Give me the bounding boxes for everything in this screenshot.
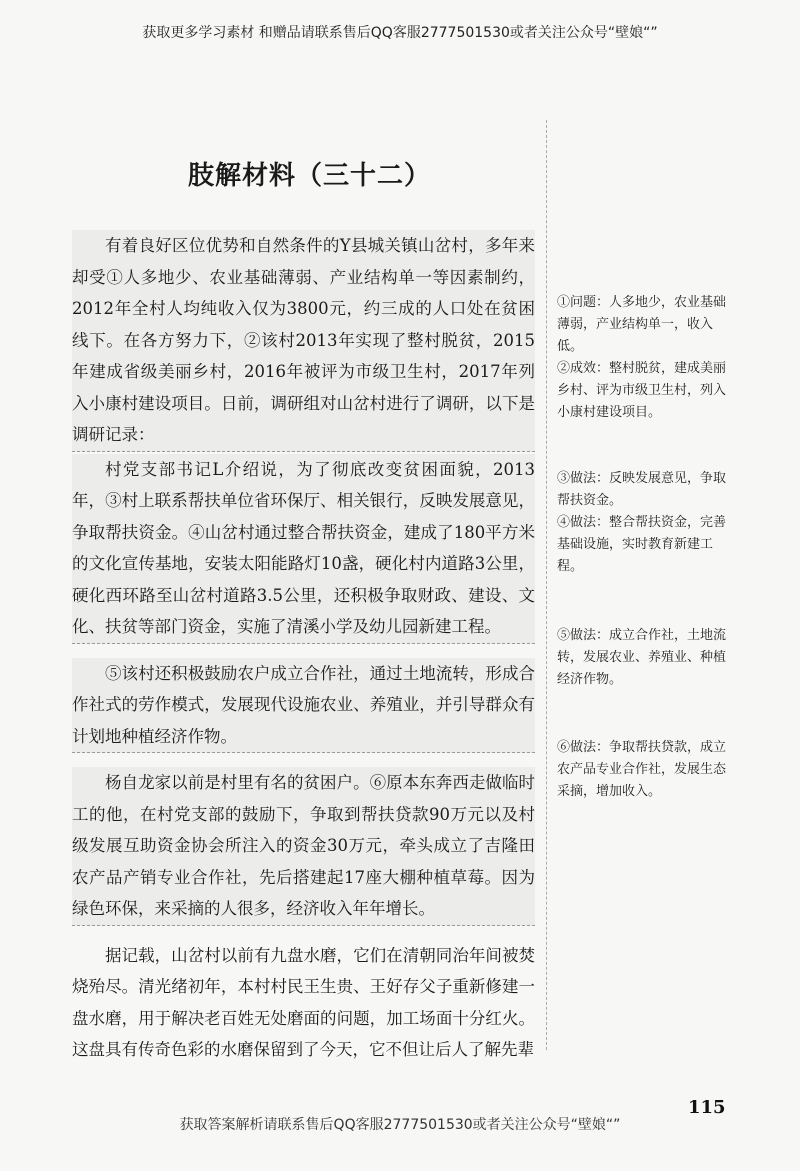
paragraph-4: 杨自龙家以前是村里有名的贫困户。⑥原本东奔西走做临时工的他，在村党支部的鼓励下，争取到帮扶贷款90万元以及村级发展互助资金协会所注入的资金30万元，牵头成立了吉隆田农产品产销专业合作社，先后搭建起17座大棚种植草莓。因为绿色环保，来采摘的人很多，经济收入年年增长。 xyxy=(72,767,535,926)
margin-note-6: ⑥做法：争取帮扶贷款，成立农产品专业合作社，发展生态采摘，增加收入。 xyxy=(557,740,727,799)
page-number: 115 xyxy=(688,1097,726,1118)
page-title: 肢解材料（三十二） xyxy=(188,161,432,191)
page-header-banner: 获取更多学习素材 和赠品请联系售后QQ客服2777501530或者关注公众号“壁娘“” xyxy=(142,25,658,41)
margin-note-4: ④做法：整合帮扶资金，完善基础设施，实时教育新建工程。 xyxy=(557,515,727,574)
margin-divider xyxy=(546,120,547,1050)
main-text xyxy=(72,230,535,1080)
paragraph-2: 村党支部书记L介绍说，为了彻底改变贫困面貌，2013年，③村上联系帮扶单位省环保厅、相关银行，反映发展意见，争取帮扶资金。④山岔村通过整合帮扶资金，建成了180平方米的文化宣传基地，安装太阳能路灯10盏，硬化村内道路3公里，硬化西环路至山岔村道路3.5公里，还积极争取财政、建设、文化、扶贫等部门资金，实施了清溪小学及幼儿园新建工程。 xyxy=(72,454,535,644)
paragraph-5: 据记载，山岔村以前有九盘水磨，它们在清朝同治年间被焚烧殆尽。清光绪初年，本村村民王生贵、王好存父子重新修建一盘水磨，用于解决老百姓无处磨面的问题，加工场面十分红火。这盘具有传奇色彩的水磨保留到了今天，它不但让后人了解先辈 xyxy=(72,945,535,1059)
margin-note-5: ⑤做法：成立合作社，土地流转，发展农业、养殖业、种植经济作物。 xyxy=(557,628,727,687)
margin-note-2: ②成效：整村脱贫，建成美丽乡村、评为市级卫生村，列入小康村建设项目。 xyxy=(557,361,727,420)
margin-note-1: ①问题：人多地少，农业基础薄弱，产业结构单一，收入低。 xyxy=(557,295,727,354)
margin-note-3: ③做法：反映发展意见，争取帮扶资金。 xyxy=(557,471,727,508)
paragraph-1: 有着良好区位优势和自然条件的Y县城关镇山岔村，多年来却受①人多地少、农业基础薄弱、产业结构单一等因素制约，2012年全村人均纯收入仅为3800元，约三成的人口处在贫困线下。在各方努力下，②该村2013年实现了整村脱贫，2015年建成省级美丽乡村，2016年被评为市级卫生村，2017年列入小康村建设项目。日前，调研组对山岔村进行了调研，以下是调研记录： xyxy=(72,230,535,452)
page-footer-banner: 获取答案解析请联系售后QQ客服2777501530或者关注公众号“壁娘“” xyxy=(179,1117,621,1133)
paragraph-3: ⑤该村还积极鼓励农户成立合作社，通过土地流转，形成合作社式的劳作模式，发展现代设施农业、养殖业，并引导群众有计划地种植经济作物。 xyxy=(72,658,535,754)
